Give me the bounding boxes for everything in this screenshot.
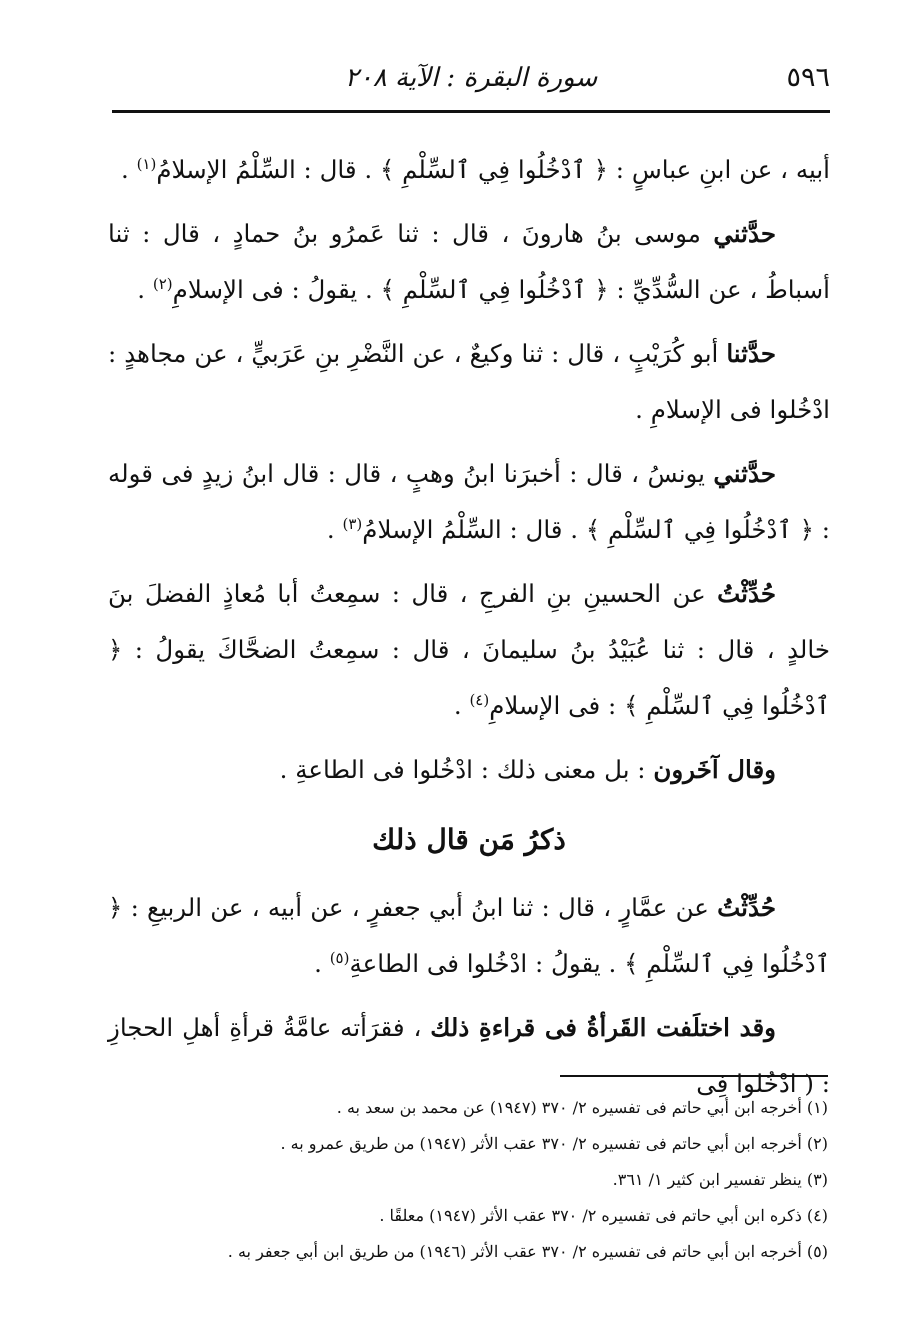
section-heading: ذكرُ مَن قال ذلك bbox=[372, 823, 566, 856]
footnote-rule bbox=[560, 1075, 828, 1077]
footnotes bbox=[112, 1090, 828, 1270]
header-rule bbox=[112, 110, 830, 113]
paragraph: حدَّثني موسى بنُ هارونَ ، قال : ثنا عَمرُو بنُ حمادٍ ، قال : ثنا أسباطُ ، عن السُّدِّيِّ : ﴿ ٱدْخُلُوا فِي ٱلسِّلْمِ ﴾ . يقولُ : فى الإسلامِ$^{(٢)}$ . bbox=[108, 219, 830, 304]
main-text bbox=[108, 142, 830, 1120]
footnote: (٣) ينظر تفسير ابن كثير ١/ ٣٦١. bbox=[612, 1170, 828, 1189]
footnote: (٢) أخرجه ابن أبي حاتم فى تفسيره ٢/ ٣٧٠ عقب الأثر (١٩٤٧) من طريق عمرو به . bbox=[280, 1134, 828, 1153]
page-header bbox=[112, 58, 830, 98]
footnote-ref[interactable]: (٢) bbox=[152, 274, 173, 293]
paragraph: أبيه ، عن ابنِ عباسٍ : ﴿ ٱدْخُلُوا فِي ٱلسِّلْمِ ﴾ . قال : السِّلْمُ الإسلامُ$^{(١)}$ . bbox=[120, 154, 830, 184]
page-number: ٥٩٦ bbox=[786, 62, 830, 93]
footnote: (١) أخرجه ابن أبي حاتم فى تفسيره ٢/ ٣٧٠ (١٩٤٧) عن محمد بن سعد به . bbox=[336, 1098, 828, 1117]
footnote: (٤) ذكره ابن أبي حاتم فى تفسيره ٢/ ٣٧٠ عقب الأثر (١٩٤٧) معلقًا . bbox=[379, 1206, 828, 1225]
footnote: (٥) أخرجه ابن أبي حاتم فى تفسيره ٢/ ٣٧٠ عقب الأثر (١٩٤٦) من طريق ابن أبي جعفر به . bbox=[227, 1242, 828, 1261]
footnote-ref[interactable]: (٥) bbox=[329, 948, 350, 967]
footnote-ref[interactable]: (٤) bbox=[469, 690, 490, 709]
paragraph: حُدِّثْتُ عن عمَّارٍ ، قال : ثنا ابنُ أبي جعفرٍ ، عن أبيه ، عن الربيعِ : ﴿ ٱدْخُلُوا فِي ٱلسِّلْمِ ﴾ . يقولُ : ادْخُلوا فى الطاعةِ$^{(٥)}$ . bbox=[108, 893, 830, 978]
running-head: سورة البقرة : الآية ٢٠٨ bbox=[344, 63, 598, 93]
paragraph: حدَّثني يونسُ ، قال : أخبرَنا ابنُ وهبٍ ، قال : قال ابنُ زيدٍ فى قوله : ﴿ ٱدْخُلُوا فِي ٱلسِّلْمِ ﴾ . قال : السِّلْمُ الإسلامُ$^{(٣)}$ . bbox=[108, 459, 830, 544]
footnote-ref[interactable]: (٣) bbox=[342, 514, 363, 533]
footnote-ref[interactable]: (١) bbox=[136, 154, 157, 173]
paragraph: حُدِّثْتُ عن الحسينِ بنِ الفرجِ ، قال : سمِعتُ أبا مُعاذٍ الفضلَ بنَ خالدٍ ، قال : ثنا عُبَيْدُ بنُ سليمانَ ، قال : سمِعتُ الضحَّاكَ يقولُ : ﴿ ٱدْخُلُوا فِي ٱلسِّلْمِ ﴾ : فى الإسلامِ$^{(٤)}$ . bbox=[108, 579, 830, 720]
paragraph: وقال آخَرون : بل معنى ذلك : ادْخُلوا فى الطاعةِ . bbox=[279, 755, 776, 784]
paragraph: وقد اختلَفت القَرأةُ فى قراءةِ ذلك ، فقرَأته عامَّةُ قرأةِ أهلِ الحجازِ : ( ادْخُلوا فِى bbox=[108, 1013, 830, 1098]
paragraph: حدَّثنا أبو كُرَيْبٍ ، قال : ثنا وكيعٌ ، عن النَّضْرِ بنِ عَرَبيٍّ ، عن مجاهدٍ : ادْخُلوا فى الإسلامِ . bbox=[108, 339, 830, 424]
